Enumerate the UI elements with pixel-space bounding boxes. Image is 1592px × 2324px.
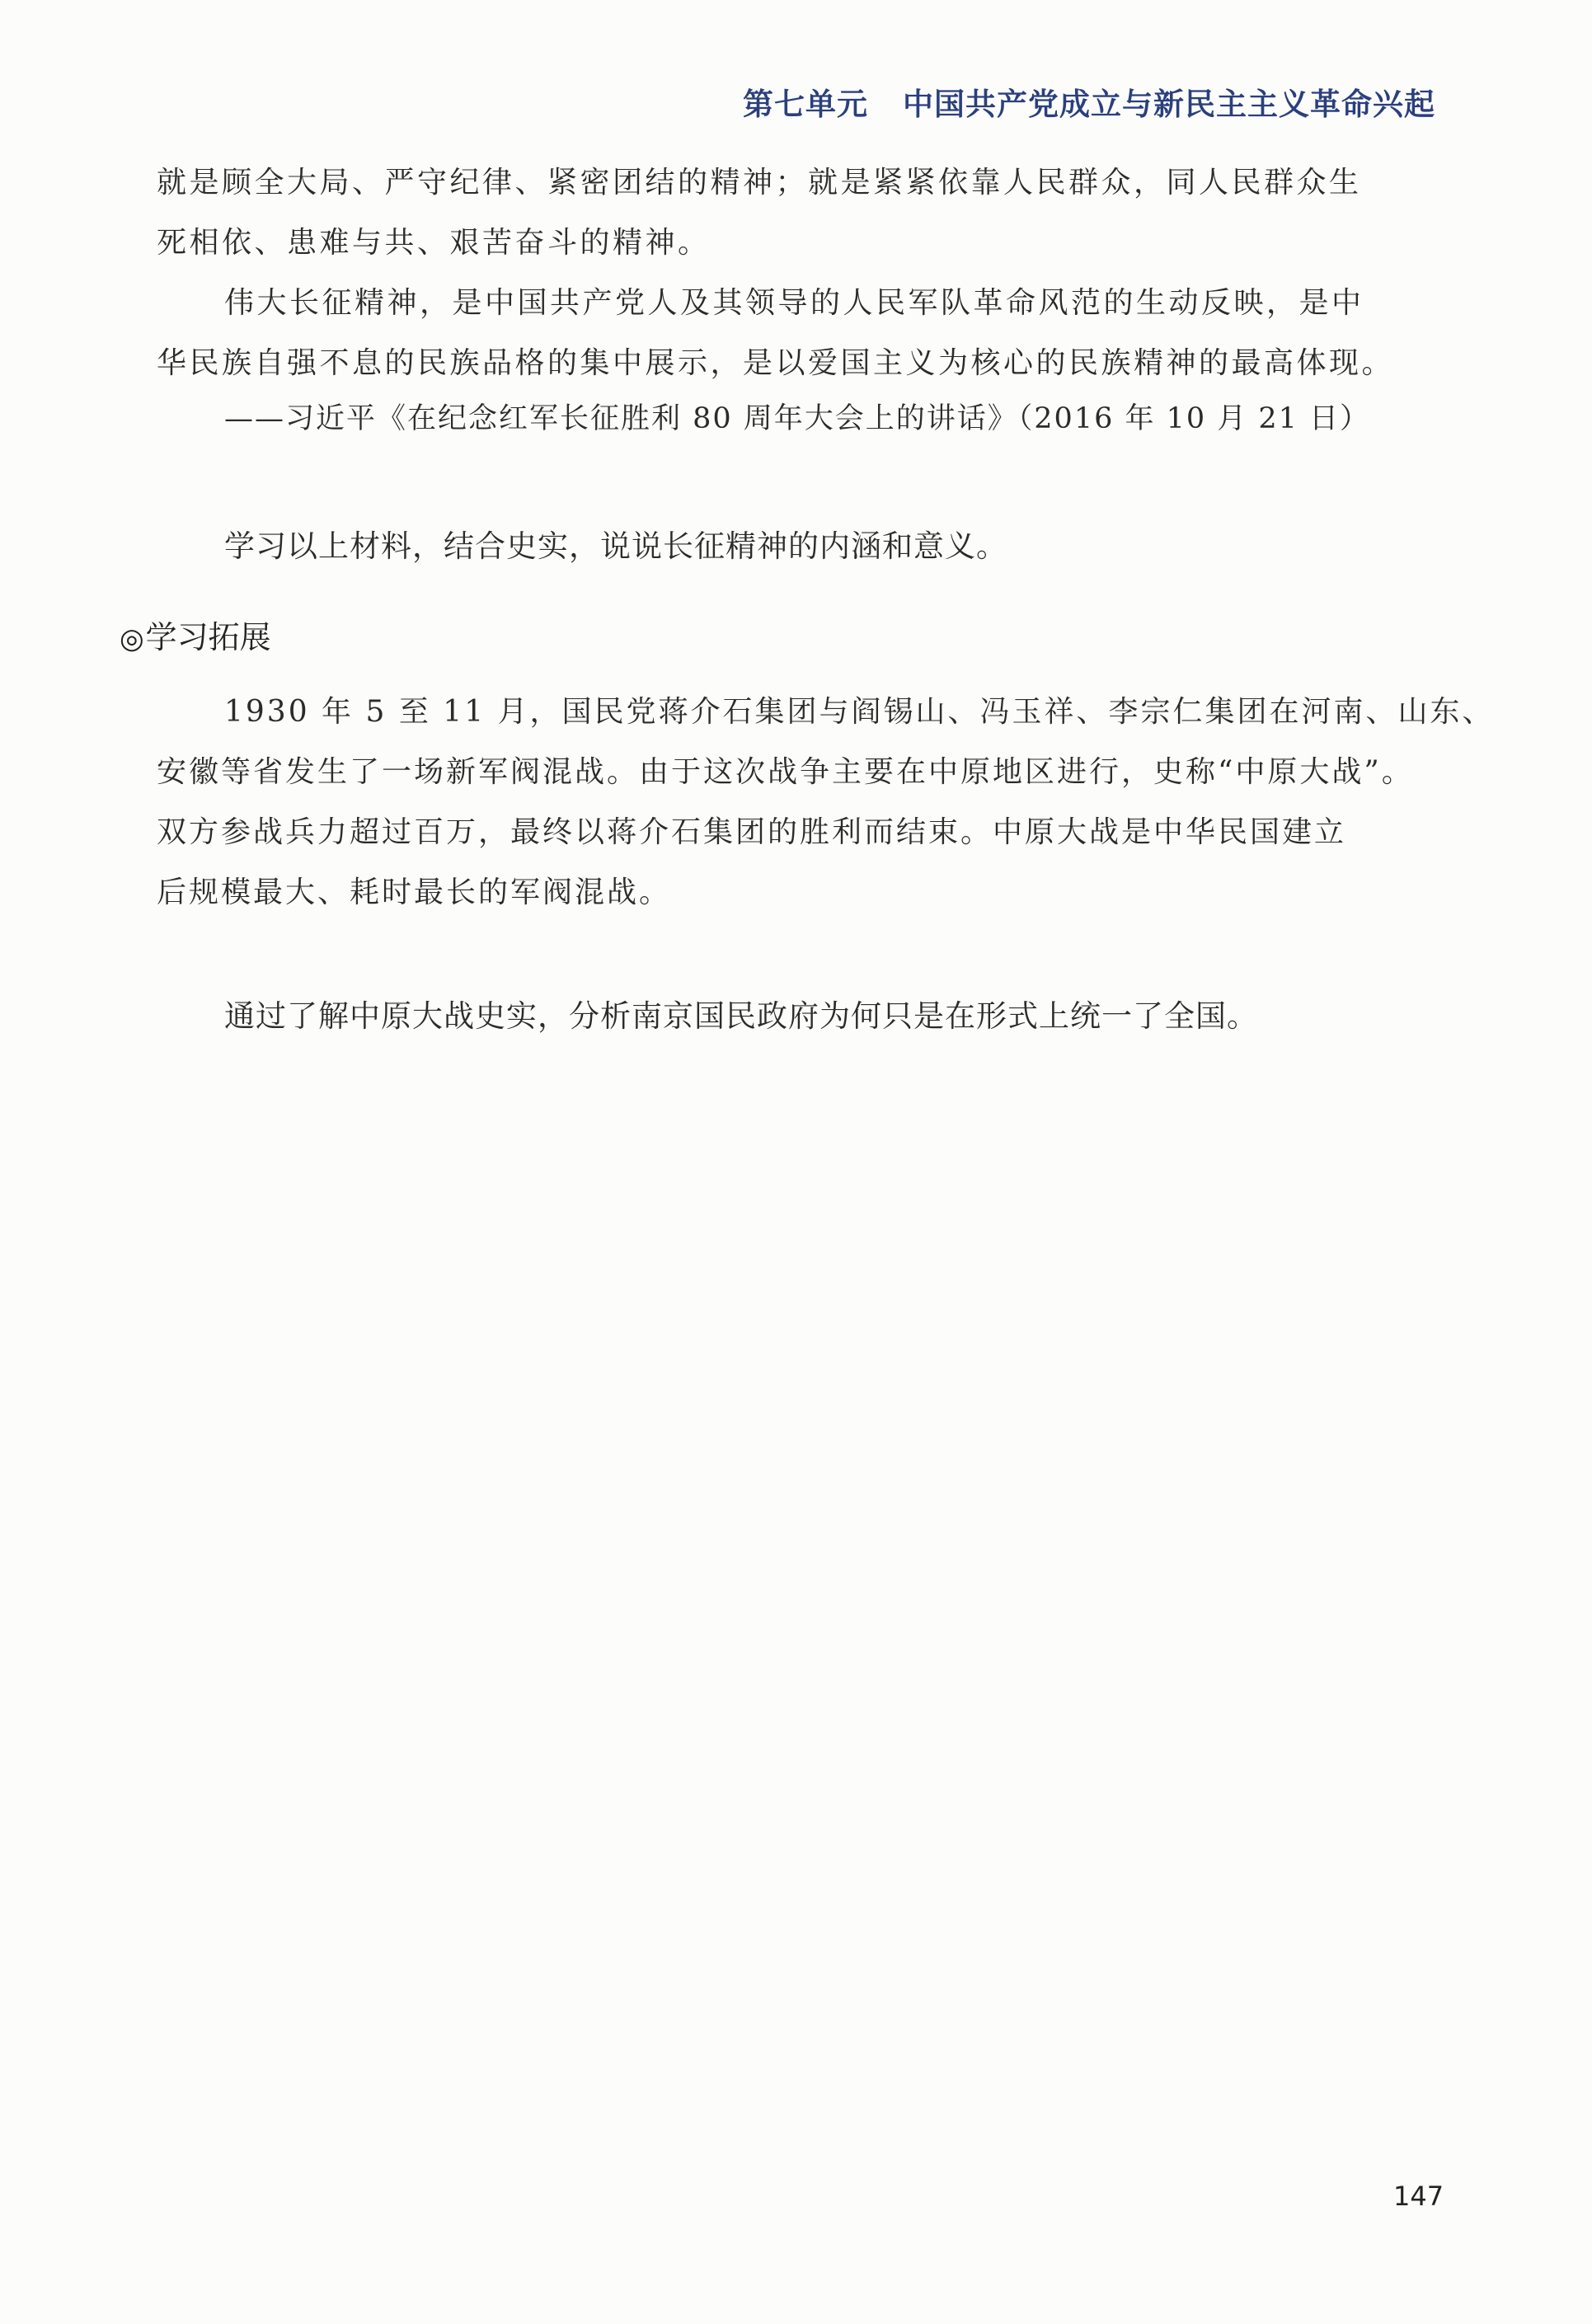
quote-source: ——习近平《在纪念红军长征胜利 80 周年大会上的讲话》（2016 年 10 月 21 日） [224,402,1371,435]
material-line: 就是顾全大局、严守纪律、紧密团结的精神；就是紧紧依靠人民群众，同人民群众生 [157,166,1362,200]
section-heading-label: 学习拓展 [145,619,271,655]
material-line: 伟大长征精神，是中国共产党人及其领导的人民军队革命风范的生动反映，是中 [224,286,1364,320]
circle-mark-icon: ◎ [120,622,144,655]
unit-title: 中国共产党成立与新民主主义革命兴起 [903,87,1435,122]
extension-line: 双方参战兵力超过百万，最终以蒋介石集团的胜利而结束。中原大战是中华民国建立 [157,815,1347,849]
study-question: 学习以上材料，结合史实，说说长征精神的内涵和意义。 [224,528,1007,564]
unit-label: 第七单元 [743,87,868,122]
running-header [743,79,1435,124]
material-line: 华民族自强不息的民族品格的集中展示，是以爱国主义为核心的民族精神的最高体现。 [157,346,1395,380]
material-line: 死相依、患难与共、艰苦奋斗的精神。 [157,226,711,260]
analysis-question: 通过了解中原大战史实，分析南京国民政府为何只是在形式上统一了全国。 [224,998,1258,1034]
extension-line: 安徽等省发生了一场新军阀混战。由于这次战争主要在中原地区进行，史称“中原大战”。 [157,755,1414,789]
extension-line: 1930 年 5 至 11 月，国民党蒋介石集团与阎锡山、冯玉祥、李宗仁集团在河南、山东、 [224,695,1495,729]
material-passage [157,153,1410,393]
extension-passage [157,682,1495,923]
page-number: 147 [1393,2181,1444,2212]
extension-line: 后规模最大、耗时最长的军阀混战。 [157,876,672,909]
section-heading [120,612,271,657]
